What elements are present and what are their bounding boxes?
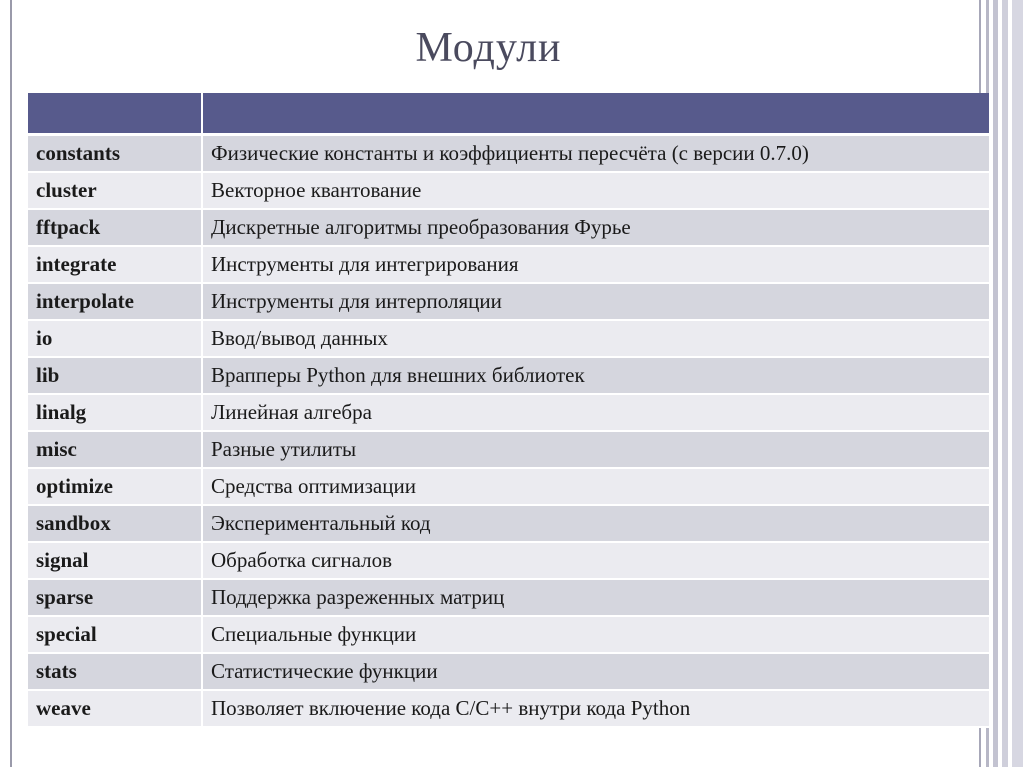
- module-name: sparse: [28, 580, 203, 617]
- module-name: cluster: [28, 173, 203, 210]
- table-row: [28, 543, 989, 580]
- table-row: [28, 136, 989, 173]
- module-name: sandbox: [28, 506, 203, 543]
- table-row: [28, 617, 989, 654]
- table-row: [28, 469, 989, 506]
- module-name: misc: [28, 432, 203, 469]
- module-description: Средства оптимизации: [203, 469, 989, 506]
- module-name: lib: [28, 358, 203, 395]
- module-description: Экспериментальный код: [203, 506, 989, 543]
- module-description: Инструменты для интегрирования: [203, 247, 989, 284]
- module-description: Ввод/вывод данных: [203, 321, 989, 358]
- module-description: Статистические функции: [203, 654, 989, 691]
- table-row: [28, 284, 989, 321]
- module-description: Позволяет включение кода C/C++ внутри кода Python: [203, 691, 989, 728]
- header-cell-module: [28, 93, 203, 136]
- frame-stripe: [1012, 0, 1023, 767]
- table-row: [28, 691, 989, 728]
- module-description: Врапперы Python для внешних библиотек: [203, 358, 989, 395]
- module-description: Физические константы и коэффициенты пересчёта (с версии 0.7.0): [203, 136, 989, 173]
- table-row: [28, 173, 989, 210]
- table-row: [28, 506, 989, 543]
- module-description: Обработка сигналов: [203, 543, 989, 580]
- frame-stripe: [1002, 0, 1008, 767]
- table-row: [28, 395, 989, 432]
- module-description: Инструменты для интерполяции: [203, 284, 989, 321]
- module-name: interpolate: [28, 284, 203, 321]
- module-name: constants: [28, 136, 203, 173]
- module-description: Векторное квантование: [203, 173, 989, 210]
- module-description: Специальные функции: [203, 617, 989, 654]
- table-row: [28, 321, 989, 358]
- table-header-row: [28, 93, 989, 136]
- module-name: optimize: [28, 469, 203, 506]
- module-description: Дискретные алгоритмы преобразования Фурье: [203, 210, 989, 247]
- module-name: linalg: [28, 395, 203, 432]
- table-row: [28, 654, 989, 691]
- table-row: [28, 358, 989, 395]
- module-name: io: [28, 321, 203, 358]
- slide-frame-left-border: [10, 0, 12, 767]
- module-name: signal: [28, 543, 203, 580]
- slide-title: Модули: [415, 25, 562, 71]
- table-row: [28, 247, 989, 284]
- header-cell-description: [203, 93, 989, 136]
- frame-stripe: [993, 0, 998, 767]
- modules-table: [28, 93, 989, 728]
- table-row: [28, 432, 989, 469]
- module-name: integrate: [28, 247, 203, 284]
- table-row: [28, 580, 989, 617]
- module-name: special: [28, 617, 203, 654]
- module-name: weave: [28, 691, 203, 728]
- module-name: fftpack: [28, 210, 203, 247]
- table-row: [28, 210, 989, 247]
- module-name: stats: [28, 654, 203, 691]
- module-description: Линейная алгебра: [203, 395, 989, 432]
- module-description: Поддержка разреженных матриц: [203, 580, 989, 617]
- module-description: Разные утилиты: [203, 432, 989, 469]
